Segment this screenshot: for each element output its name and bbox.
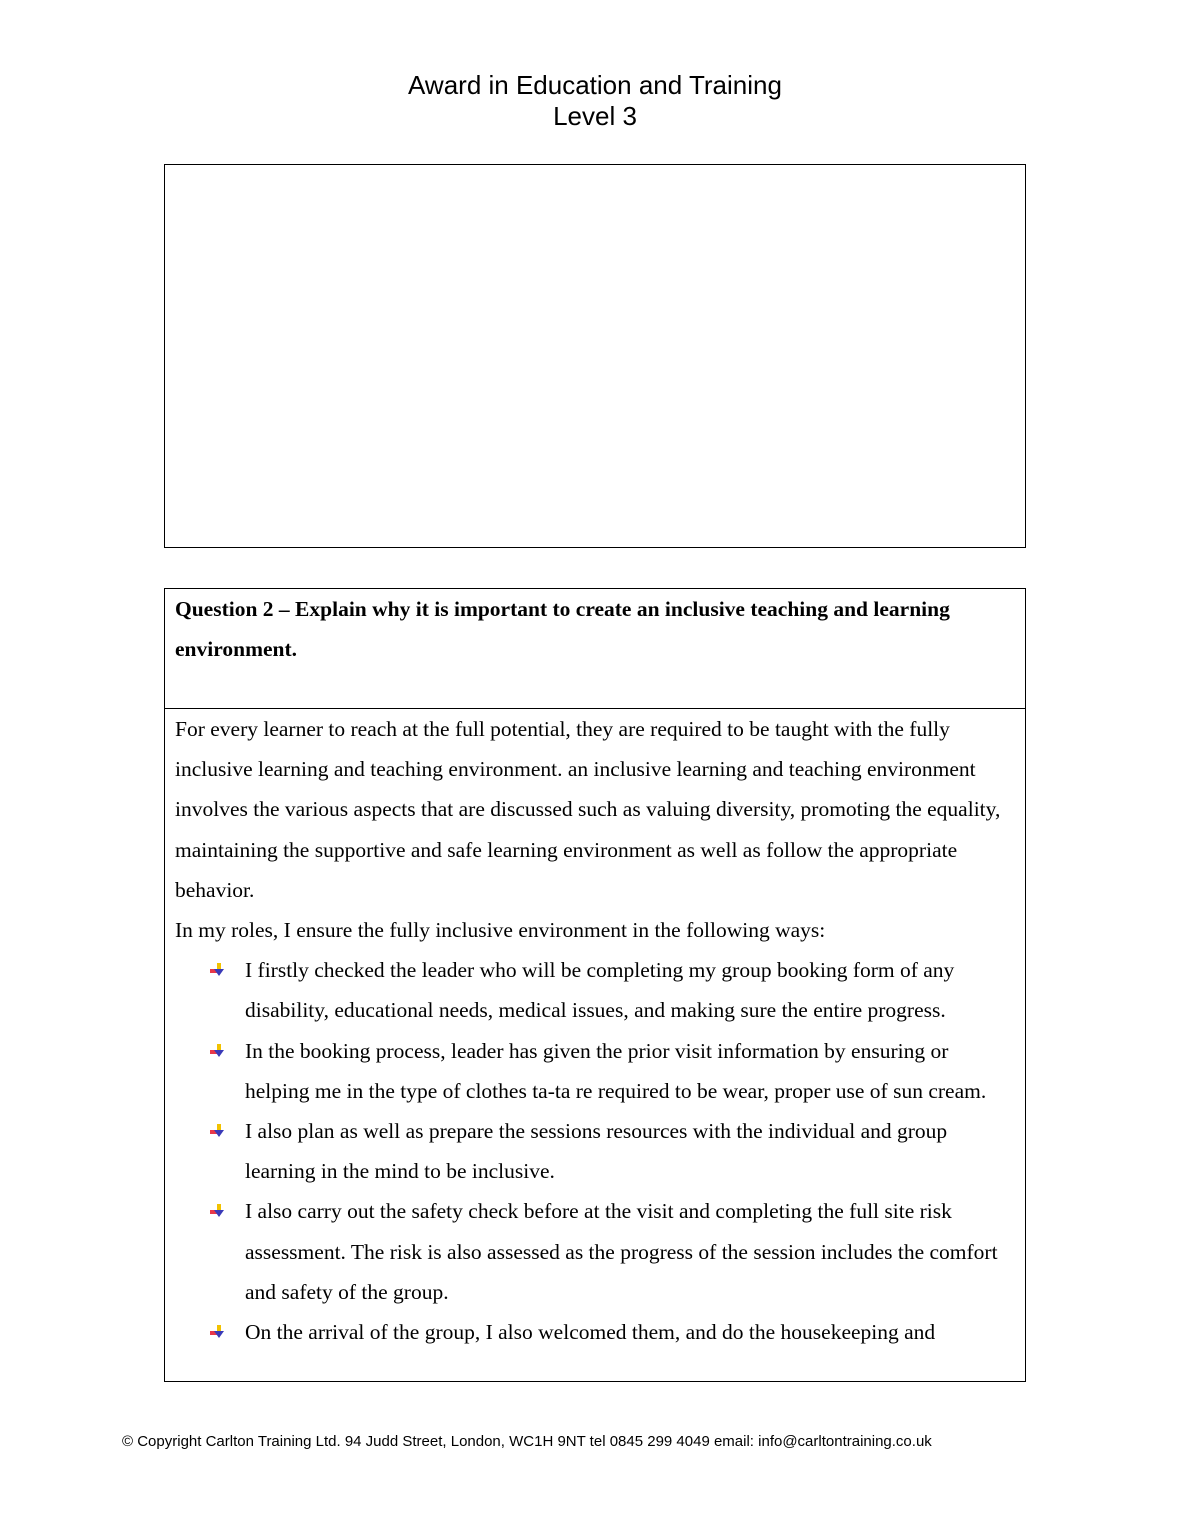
arrow-down-bullet-icon (210, 1204, 228, 1218)
arrow-down-bullet-icon (210, 1124, 228, 1138)
copyright-footer: © Copyright Carlton Training Ltd. 94 Judd Street, London, WC1H 9NT tel 0845 299 4049 email: info@carltontraining.co.uk (122, 1433, 932, 1450)
title-line-1: Award in Education and Training (408, 70, 782, 100)
arrow-down-bullet-icon (210, 1325, 228, 1339)
bullet-list (175, 950, 1015, 1352)
answer-cell (165, 709, 1025, 1352)
arrow-down-bullet-icon (210, 1044, 228, 1058)
list-item: I also carry out the safety check before at the visit and completing the full site risk assessment. The risk is also assessed as the progress of the session includes the comfort and safety of the group. (245, 1191, 1015, 1312)
answer-paragraph: For every learner to reach at the full potential, they are required to be taught with the fully inclusive learning and teaching environment. an inclusive learning and teaching environment involves the various aspects that are discussed such as valuing diversity, promoting the equality, maintaining the supportive and safe learning environment as well as follow the appropriate behavior. (175, 717, 1001, 902)
document-title (0, 70, 1190, 132)
answer-intro: In my roles, I ensure the fully inclusive environment in the following ways: (175, 918, 826, 943)
list-item: I firstly checked the leader who will be completing my group booking form of any disability, educational needs, medical issues, and making sure the entire progress. (245, 950, 1015, 1030)
question-table (164, 588, 1026, 1382)
answer-box-empty (164, 164, 1026, 548)
list-item: In the booking process, leader has given the prior visit information by ensuring or helping me in the type of clothes ta-ta re required to be wear, proper use of sun cream. (245, 1031, 1015, 1111)
list-item: I also plan as well as prepare the sessions resources with the individual and group learning in the mind to be inclusive. (245, 1111, 1015, 1191)
list-item: On the arrival of the group, I also welcomed them, and do the housekeeping and (245, 1312, 1015, 1352)
question-heading-cell (165, 589, 1025, 709)
question-heading: Question 2 – Explain why it is important to create an inclusive teaching and learning environment. (175, 597, 950, 662)
title-line-2: Level 3 (553, 101, 637, 131)
arrow-down-bullet-icon (210, 963, 228, 977)
